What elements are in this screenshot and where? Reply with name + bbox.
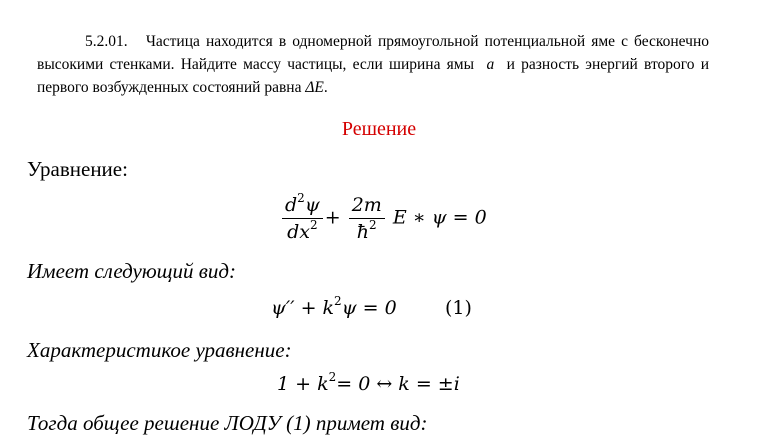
fraction-mass-hbar	[349, 194, 385, 243]
label-equation: Уравнение:	[27, 157, 128, 181]
label-general-solution: Тогда общее решение ЛОДУ (1) примет вид:	[27, 411, 428, 435]
char-lhs: 1 + k	[277, 373, 329, 395]
problem-text-part2: и разность энергий второго и первого возбужденных состояний равна	[37, 56, 710, 96]
frac2-den-hbar: ħ	[356, 221, 370, 243]
ode-rhs: ψ = 0	[341, 297, 397, 319]
ode-sup: 2	[334, 294, 342, 308]
solution-title: Решение	[341, 118, 417, 140]
label-form: Имеет следующий вид:	[27, 259, 236, 283]
char-rhs: = 0 ↔ k = ±i	[336, 373, 460, 395]
frac1-num-sup: 2	[297, 191, 305, 205]
problem-number: 5.2.01.	[85, 33, 128, 50]
variable-delta-e: ΔE	[305, 79, 324, 96]
frac2-den-sup: 2	[369, 218, 377, 232]
ode-lhs: ψ′′ + k	[271, 297, 335, 319]
equation-characteristic	[277, 370, 460, 395]
frac1-num-d: d	[285, 194, 298, 216]
problem-text-end: .	[323, 79, 328, 96]
variable-a: a	[486, 56, 495, 73]
frac1-den-dx: dx	[287, 221, 310, 243]
equation-schrodinger	[280, 191, 487, 243]
frac2-num: 2m	[349, 194, 385, 219]
frac1-num-psi: ψ	[304, 194, 320, 216]
plus-sign: +	[324, 206, 341, 229]
problem-text-part1: Частица находится в одномерной прямоугольной потенциальной яме с бесконечно высокими стенками. Найдите массу частицы, если ширина ямы	[37, 33, 709, 73]
equation-rest: E ∗ ψ = 0	[392, 206, 487, 229]
equation-number: (1)	[445, 297, 472, 319]
fraction-second-derivative	[282, 191, 323, 243]
char-sup: 2	[328, 370, 337, 384]
label-characteristic: Характеристикое уравнение:	[27, 338, 292, 362]
equation-ode	[271, 294, 397, 319]
problem-statement	[37, 30, 709, 99]
frac1-den-sup: 2	[309, 218, 318, 232]
